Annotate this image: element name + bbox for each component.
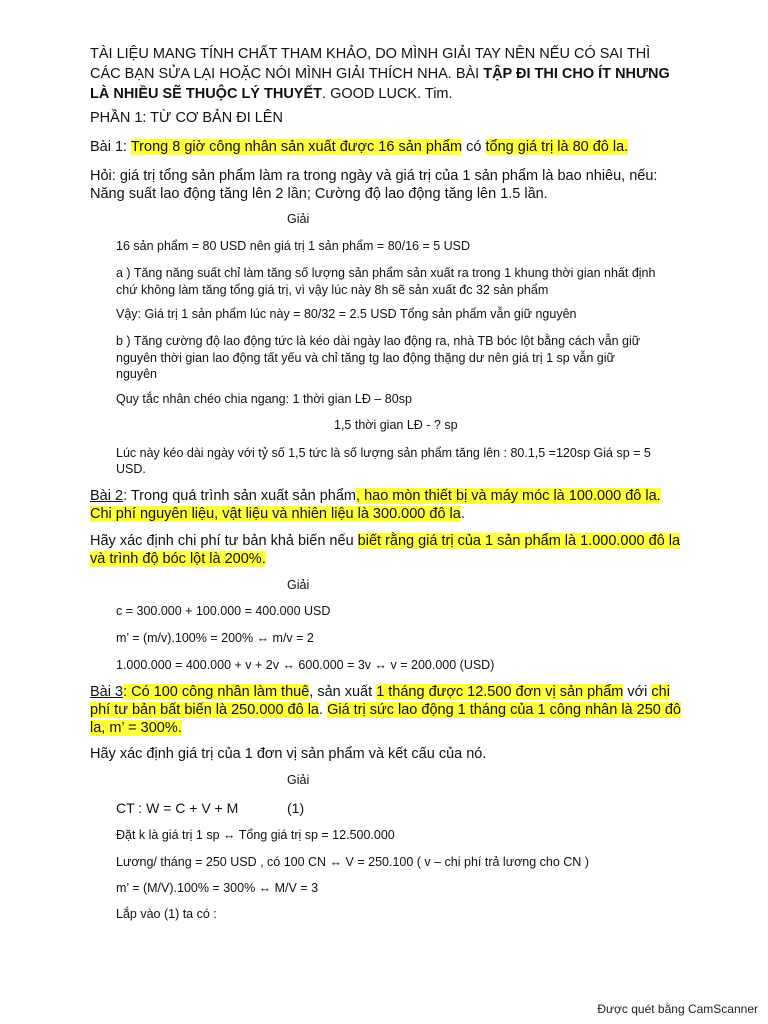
bai1-giai-heading: Giải [287,212,310,226]
bai1-ask-line-2: Năng suất lao động tăng lên 2 lần; Cường độ lao động tăng lên 1.5 lần. [90,186,548,202]
bai2-ask-line-2: và trình độ bóc lột là 200%. [90,551,266,567]
bai3-question-line-1: Bài 3: Có 100 công nhân làm thuê, sản xuất 1 tháng được 12.500 đơn vị sản phẩm với chi [90,684,670,700]
bai3-formula: CT : W = C + V + M [116,800,239,816]
bai1-solution-4a: b ) Tăng cường độ lao động tức là kéo dài ngày lao động ra, nhà TB bóc lột bằng cách vẫn giữ [116,334,641,348]
bai2-question-line-1: Bài 2: Trong quá trình sản xuất sản phẩm, hao mòn thiết bị và máy móc là 100.000 đô la. [90,488,661,504]
bai3-solution-3: Lương/ tháng = 250 USD , có 100 CN ↔ V = 250.100 ( v – chi phí trả lương cho CN ) [116,855,589,869]
bai1-solution-3: Vậy: Giá trị 1 sản phẩm lúc này = 80/32 = 2.5 USD Tổng sản phẩm vẫn giữ nguyên [116,307,577,321]
bai3-question-line-2: phí tư bản bất biến là 250.000 đô la. Giá trị sức lao động 1 tháng của 1 công nhân là 250 đô [90,702,681,718]
bai1-solution-7b: USD. [116,462,146,476]
bai2-ask-line-1: Hãy xác định chi phí tư bản khả biến nếu biết rằng giá trị của 1 sản phẩm là 1.000.000 đô la [90,533,681,549]
bai2-question-line-2: Chi phí nguyên liệu, vật liệu và nhiên liệu là 300.000 đô la. [90,506,465,522]
bai1-solution-6: 1,5 thời gian LĐ - ? sp [334,418,458,432]
bai3-question-line-3: la, m’ = 300%. [90,720,182,736]
bai2-solution-3: 1.000.000 = 400.000 + v + 2v ↔ 600.000 = 3v ↔ v = 200.000 (USD) [116,658,495,672]
bai1-solution-4b: nguyên thời gian lao động tất yếu và chỉ tăng tg lao động thặng dư nên giá trị 1 sp vẫn giữ [116,351,615,365]
bai3-ask: Hãy xác định giá trị của 1 đơn vị sản phẩm và kết cấu của nó. [90,746,487,762]
bai1-question: Bài 1: Trong 8 giờ công nhân sản xuất được 16 sản phẩm có tổng giá trị là 80 đô la. [90,139,629,155]
intro-line-3: LÀ NHIỀU SẼ THUỘC LÝ THUYẾT. GOOD LUCK. Tim. [90,86,453,102]
bai3-solution-4: m’ = (M/V).100% = 300% ↔ M/V = 3 [116,881,319,895]
bai3-giai-heading: Giải [287,773,310,787]
bai1-solution-2b: chứ không làm tăng tổng giá trị, vì vậy lúc này 8h sẽ sản xuất đc 32 sản phẩm [116,283,549,297]
bai3-solution-2: Đặt k là giá trị 1 sp ↔ Tổng giá trị sp = 12.500.000 [116,828,395,842]
bai2-solution-1: c = 300.000 + 100.000 = 400.000 USD [116,604,331,618]
bai3-solution-5: Lắp vào (1) ta có : [116,907,217,921]
bai1-ask-line-1: Hỏi: giá trị tổng sản phẩm làm ra trong ngày và giá trị của 1 sản phẩm là bao nhiêu, nếu: [90,168,658,184]
bai1-solution-1: 16 sản phẩm = 80 USD nên giá trị 1 sản phẩm = 80/16 = 5 USD [116,239,471,253]
bai1-solution-5: Quy tắc nhân chéo chia ngang: 1 thời gian LĐ – 80sp [116,392,412,406]
bai1-solution-4c: nguyên [116,367,158,381]
bai2-solution-2: m’ = (m/v).100% = 200% ↔ m/v = 2 [116,631,314,645]
intro-line-1: TÀI LIỆU MANG TÍNH CHẤT THAM KHẢO, DO MÌNH GIẢI TAY NÊN NẾU CÓ SAI THÌ [90,46,651,62]
bai1-solution-7a: Lúc này kéo dài ngày với tỷ số 1,5 tức là số lượng sản phẩm tăng lên : 80.1,5 =120sp Giá sp = 5 [116,446,651,460]
bai1-solution-2a: a ) Tăng năng suất chỉ làm tăng số lượng sản phẩm sản xuất ra trong 1 khung thời gian nhất định [116,266,656,280]
part-title: PHẦN 1: TỪ CƠ BẢN ĐI LÊN [90,110,283,126]
scanner-watermark: Được quét bằng CamScanner [597,1002,758,1016]
intro-line-2: CÁC BẠN SỬA LẠI HOẶC NÓI MÌNH GIẢI THÍCH NHA. BÀI TẬP ĐI THI CHO ÍT NHƯNG [90,66,670,82]
bai2-giai-heading: Giải [287,578,310,592]
bai3-formula-number: (1) [287,800,305,816]
